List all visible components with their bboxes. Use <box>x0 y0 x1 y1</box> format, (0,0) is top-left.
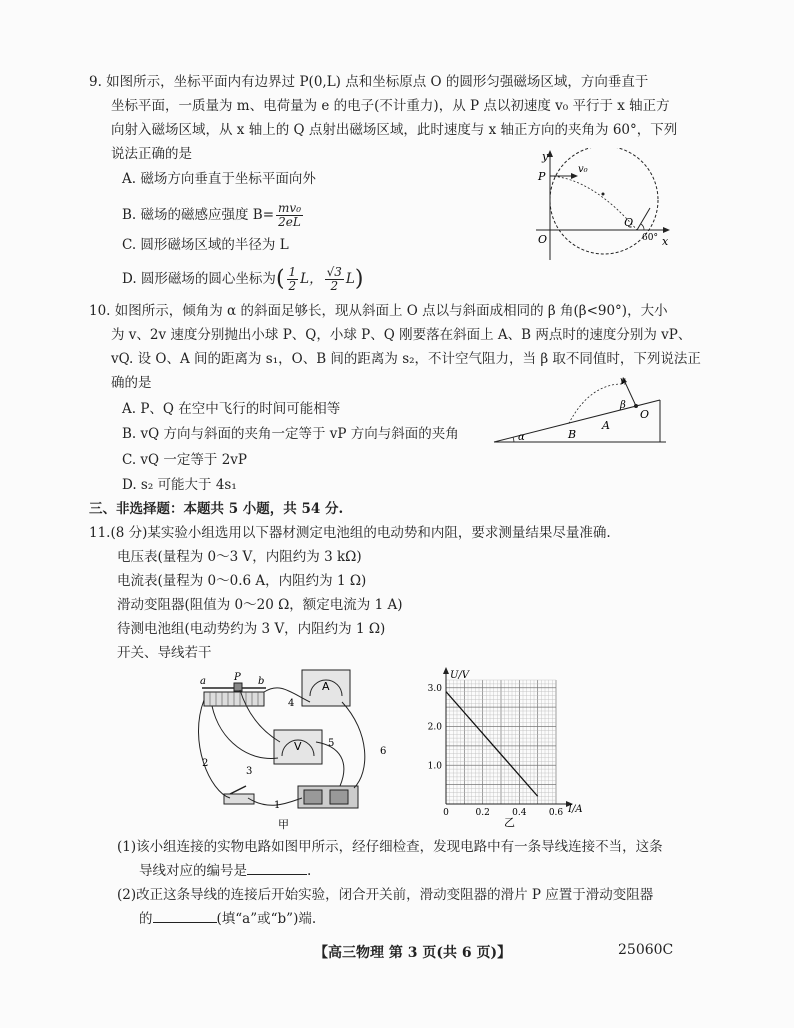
q9-fig-v0-label: v₀ <box>578 164 588 175</box>
q11-sub1-answer-blank[interactable] <box>247 874 307 875</box>
graph-y-axis-label: U/V <box>450 670 470 681</box>
q9-b-numerator: mv₀ <box>278 201 301 215</box>
figure-yi-caption: 乙 <box>504 816 515 828</box>
q9-fig-p-label: P <box>538 170 546 183</box>
q9-b-denominator: 2eL <box>278 215 301 229</box>
graph-x-tick-label: 0.6 <box>548 808 564 818</box>
q9-option-a: A. 磁场方向垂直于坐标平面向外 <box>122 171 316 187</box>
q9-d-y-num: √3 <box>326 265 342 279</box>
q9-fig-x-label: x <box>662 235 669 248</box>
wire-2-label: 2 <box>202 758 209 769</box>
q9-d-y-den: 2 <box>330 279 339 293</box>
q10-stem-line3: vQ. 设 O、A 间的距离为 s₁，O、B 间的距离为 s₂，不计空气阻力，当 β 取不同值时，下列说法正 <box>111 351 701 367</box>
q9-option-d-text: D. 圆形磁场的圆心坐标为 <box>122 271 276 287</box>
q11-sub2-line2 <box>139 910 316 928</box>
wire-6-label: 6 <box>380 746 387 757</box>
graph-x-tick-label: 0.4 <box>512 808 527 818</box>
q9-stem-line1: 9. 如图所示，坐标平面内有边界过 P(0,L) 点和坐标原点 O 的圆形匀强磁场区域，方向垂直于 <box>89 74 649 90</box>
q10-stem-line4: 确的是 <box>111 375 152 391</box>
q11-sub1-end: . <box>307 863 312 879</box>
q11-ui-graph <box>418 666 598 828</box>
q11-item-voltmeter: 电压表(量程为 0～3 V，内阻约为 3 kΩ) <box>117 549 362 565</box>
q9-d-y-var: L <box>345 271 355 287</box>
footer-exam-code: 25060C <box>618 942 674 958</box>
q9-option-b <box>122 202 305 229</box>
voltmeter-label: V <box>294 740 302 753</box>
q11-sub2-line1: (2)改正这条导线的连接后开始实验，闭合开关前，滑动变阻器的滑片 P 应置于滑动变阻器 <box>117 887 654 903</box>
q9-option-d: D. 圆形磁场的圆心坐标为( $\frac{1}{2}$ L， $\frac{√3}{2}$ L) <box>122 265 364 293</box>
q9-d-x-fraction <box>287 266 299 293</box>
q11-sub2-text: 的 <box>139 911 153 927</box>
q9-option-b-text: B. 磁场的磁感应强度 B= <box>122 207 275 223</box>
q10-option-d: D. s₂ 可能大于 4s₁ <box>122 477 237 493</box>
q11-sub1-text: 导线对应的编号是 <box>139 863 247 879</box>
q9-option-c: C. 圆形磁场区域的半径为 L <box>122 237 289 253</box>
q10-fig-b-label: B <box>568 428 577 441</box>
q9-d-x-var: L， <box>300 271 323 287</box>
q11-sub2-text-end: (填“a”或“b”)端. <box>216 911 317 927</box>
q9-magnetic-field-figure <box>532 148 672 264</box>
q10-incline-figure <box>490 374 670 448</box>
q9-fig-o-label: O <box>538 233 548 246</box>
q11-item-rheostat: 滑动变阻器(阻值为 0～20 Ω，额定电流为 1 A) <box>117 597 403 613</box>
wire-3-label: 3 <box>246 766 253 777</box>
q9-d-x-den: 2 <box>288 279 297 293</box>
q10-stem-line1: 10. 如图所示，倾角为 α 的斜面足够长，现从斜面上 O 点以与斜面成相同的 β 角(β<90°)，大小 <box>89 303 668 319</box>
q11-sub1-line1: (1)该小组连接的实物电路如图甲所示，经仔细检查，发现电路中有一条导线连接不当，这条 <box>117 839 663 855</box>
q10-fig-o-label: O <box>640 408 650 421</box>
wire-4-label: 4 <box>288 698 295 709</box>
q9-option-b-fraction <box>276 202 303 229</box>
q11-circuit-p-label: P <box>234 672 241 683</box>
graph-x-tick-label: 0 <box>443 808 449 818</box>
q10-fig-alpha-label: α <box>518 432 525 443</box>
q11-item-switch: 开关、导线若干 <box>117 645 212 661</box>
q10-fig-v-label: v <box>620 376 626 387</box>
wire-1-label: 1 <box>274 800 281 811</box>
q9-fig-q-label: Q <box>624 216 634 229</box>
q9-stem-line2: 坐标平面，一质量为 m、电荷量为 e 的电子(不计重力)，从 P 点以初速度 v₀ 平行于 x 轴正方 <box>111 98 670 114</box>
figure-jia-caption: 甲 <box>278 818 289 830</box>
q9-d-y-fraction <box>325 266 344 293</box>
q10-option-c: C. vQ 一定等于 2vP <box>122 452 248 468</box>
q11-circuit-b-label: b <box>258 676 265 687</box>
graph-y-axis-arrow <box>443 667 449 674</box>
q10-option-b: B. vQ 方向与斜面的夹角一定等于 vP 方向与斜面的夹角 <box>122 426 459 442</box>
q9-stem-line4: 说法正确的是 <box>111 146 192 162</box>
q10-fig-beta-label: β <box>620 400 626 411</box>
graph-y-tick-label: 3.0 <box>427 683 442 694</box>
footer-page-info: 【高三物理 第 3 页(共 6 页)】 <box>314 945 512 961</box>
ammeter-label: A <box>322 680 330 693</box>
q10-option-a: A. P、Q 在空中飞行的时间可能相等 <box>122 401 341 417</box>
q11-sub1-line2 <box>139 862 311 880</box>
q11-item-battery: 待测电池组(电动势约为 3 V，内阻约为 1 Ω) <box>117 621 386 637</box>
graph-x-axis-label: I/A <box>568 804 583 815</box>
q10-fig-a-label: A <box>602 419 610 432</box>
q10-stem-line2: 为 v、2v 速度分别抛出小球 P、Q，小球 P、Q 刚要落在斜面上 A、B 两点时的速度分别为 vP、 <box>111 327 692 343</box>
graph-y-tick-label: 2.0 <box>427 722 442 733</box>
section-3-heading: 三、非选择题：本题共 5 小题，共 54 分. <box>89 501 344 517</box>
q9-stem-line3: 向射入磁场区域，从 x 轴上的 Q 点射出磁场区域，此时速度与 x 轴正方向的夹角为 60°，下列 <box>111 122 678 138</box>
q11-stem: 11.(8 分)某实验小组选用以下器材测定电池组的电动势和内阻，要求测量结果尽量准确. <box>89 525 611 541</box>
q11-circuit-a-label: a <box>200 676 206 687</box>
q11-circuit-figure <box>190 662 390 830</box>
q9-d-x-num: 1 <box>288 265 297 279</box>
q9-fig-y-label: y <box>542 150 549 163</box>
q9-fig-angle-label: 60° <box>642 233 658 243</box>
q11-item-ammeter: 电流表(量程为 0～0.6 A，内阻约为 1 Ω) <box>117 573 367 589</box>
graph-y-tick-label: 1.0 <box>427 761 442 772</box>
graph-x-tick-label: 0.2 <box>475 808 490 818</box>
wire-5-label: 5 <box>328 738 335 749</box>
q11-sub2-answer-blank[interactable] <box>153 922 217 923</box>
